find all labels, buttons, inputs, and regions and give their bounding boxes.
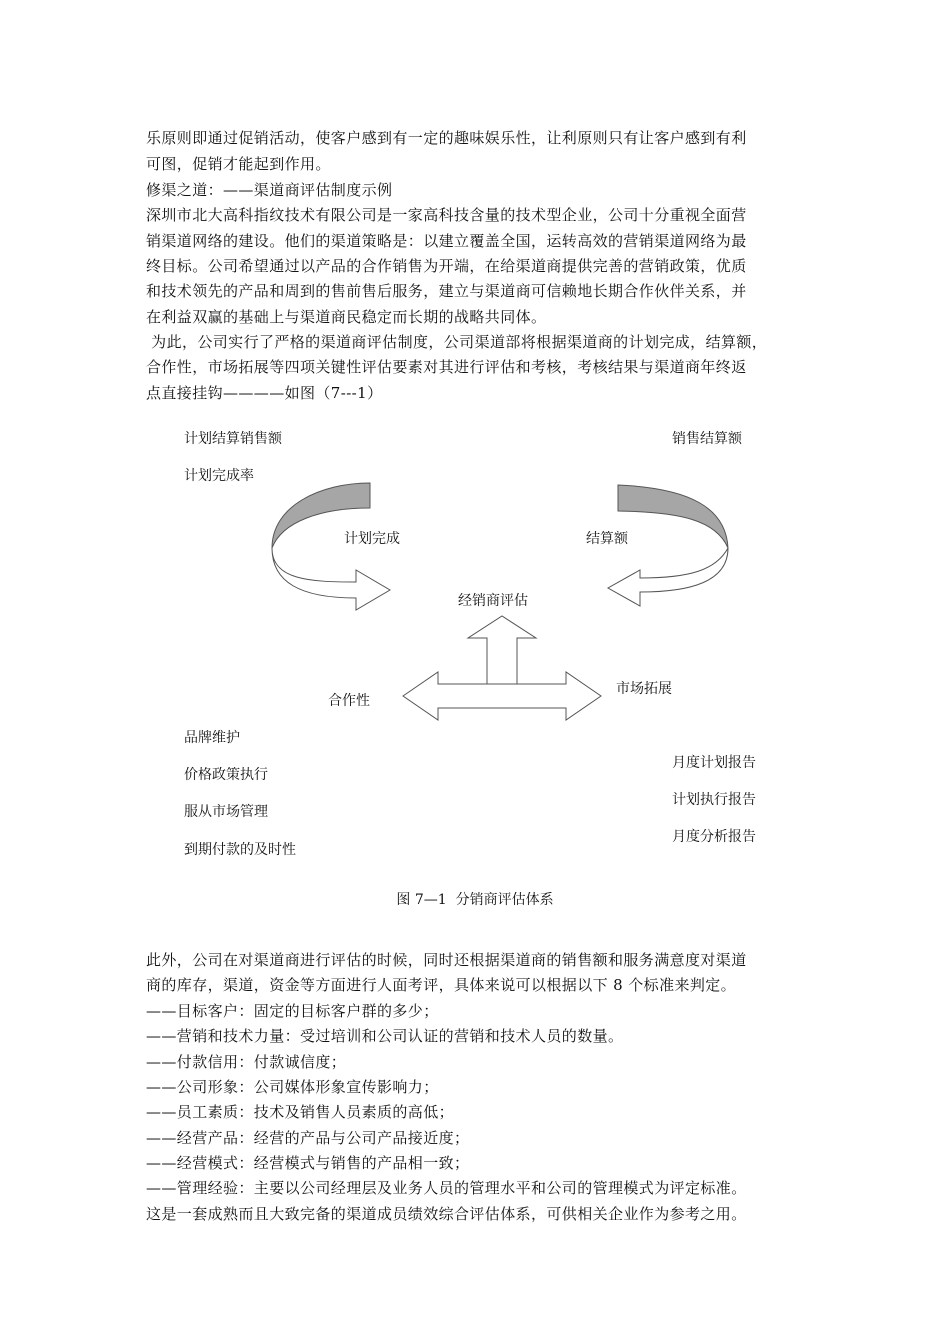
outro-line: ——经营产品：经营的产品与公司产品接近度； — [146, 1129, 470, 1147]
label-brand-maintenance: 品牌维护 — [184, 730, 240, 746]
figure-caption: 图 7—1 分销商评估体系 — [396, 892, 554, 908]
intro-line: 在利益双赢的基础上与渠道商民稳定而长期的战略共同体。 — [146, 308, 547, 326]
label-sales-settlement: 销售结算额 — [672, 431, 742, 447]
outro-line: 此外，公司在对渠道商进行评估的时候，同时还根据渠道商的销售额和服务满意度对渠道 — [146, 951, 747, 969]
outro-line: ——营销和技术力量：受过培训和公司认证的营销和技术人员的数量。 — [146, 1027, 624, 1045]
label-market-expansion: 市场拓展 — [616, 681, 672, 697]
outro-line: ——员工素质：技术及销售人员素质的高低； — [146, 1103, 455, 1121]
intro-line: 深圳市北大高科指纹技术有限公司是一家高科技含量的技术型企业，公司十分重视全面营 — [146, 206, 747, 224]
label-plan-completion-rate: 计划完成率 — [184, 468, 254, 484]
intro-line: 可图，促销才能起到作用。 — [146, 155, 331, 173]
intro-line: 修渠之道：——渠道商评估制度示例 — [146, 181, 393, 199]
intro-line: 终目标。公司希望通过以产品的合作销售为开端，在给渠道商提供完善的营销政策，优质 — [146, 257, 747, 275]
outro-line: ——付款信用：付款诚信度； — [146, 1053, 347, 1071]
label-monthly-plan-report: 月度计划报告 — [672, 755, 756, 771]
outro-line: ——经营模式：经营模式与销售的产品相一致； — [146, 1154, 470, 1172]
label-plan-execution-report: 计划执行报告 — [672, 792, 756, 808]
right-curved-arrow-body — [608, 548, 728, 606]
outro-line: ——目标客户：固定的目标客户群的多少； — [146, 1002, 439, 1020]
intro-line: 和技术领先的产品和周到的售前售后服务，建立与渠道商可信赖地长期合作伙伴关系，并 — [146, 282, 747, 300]
label-market-management: 服从市场管理 — [184, 804, 268, 820]
label-plan-complete: 计划完成 — [344, 531, 400, 547]
label-payment-timeliness: 到期付款的及时性 — [184, 842, 296, 858]
right-curved-arrow-band — [618, 485, 728, 548]
label-cooperation: 合作性 — [328, 693, 370, 709]
outro-line: ——管理经验：主要以公司经理层及业务人员的管理水平和公司的管理模式为评定标准。 — [146, 1179, 747, 1197]
intro-line: 销渠道网络的建设。他们的渠道策略是：以建立覆盖全国，运转高效的营销渠道网络为最 — [146, 232, 747, 250]
label-monthly-analysis-report: 月度分析报告 — [672, 829, 756, 845]
intro-line: 点直接挂钩————如图（7---1） — [146, 384, 383, 402]
intro-line: 为此，公司实行了严格的渠道商评估制度，公司渠道部将根据渠道商的计划完成，结算额， — [146, 333, 768, 351]
outro-line: 这是一套成熟而且大致完备的渠道成员绩效综合评估体系，可供相关企业作为参考之用。 — [146, 1205, 747, 1223]
up-arrow — [468, 616, 536, 686]
label-plan-settlement-sales: 计划结算销售额 — [184, 431, 282, 447]
intro-line: 合作性，市场拓展等四项关键性评估要素对其进行评估和考核，考核结果与渠道商年终返 — [146, 358, 747, 376]
label-settlement: 结算额 — [586, 531, 628, 547]
label-price-policy: 价格政策执行 — [184, 767, 268, 783]
outro-line: ——公司形象：公司媒体形象宣传影响力； — [146, 1078, 439, 1096]
outro-line: 商的库存，渠道，资金等方面进行人面考评，具体来说可以根据以下 8 个标准来判定。 — [146, 976, 737, 994]
intro-line: 乐原则即通过促销活动，使客户感到有一定的趣味娱乐性，让利原则只有让客户感到有利 — [146, 129, 747, 147]
left-curved-arrow-body — [272, 548, 390, 610]
label-dealer-evaluation: 经销商评估 — [458, 593, 528, 609]
